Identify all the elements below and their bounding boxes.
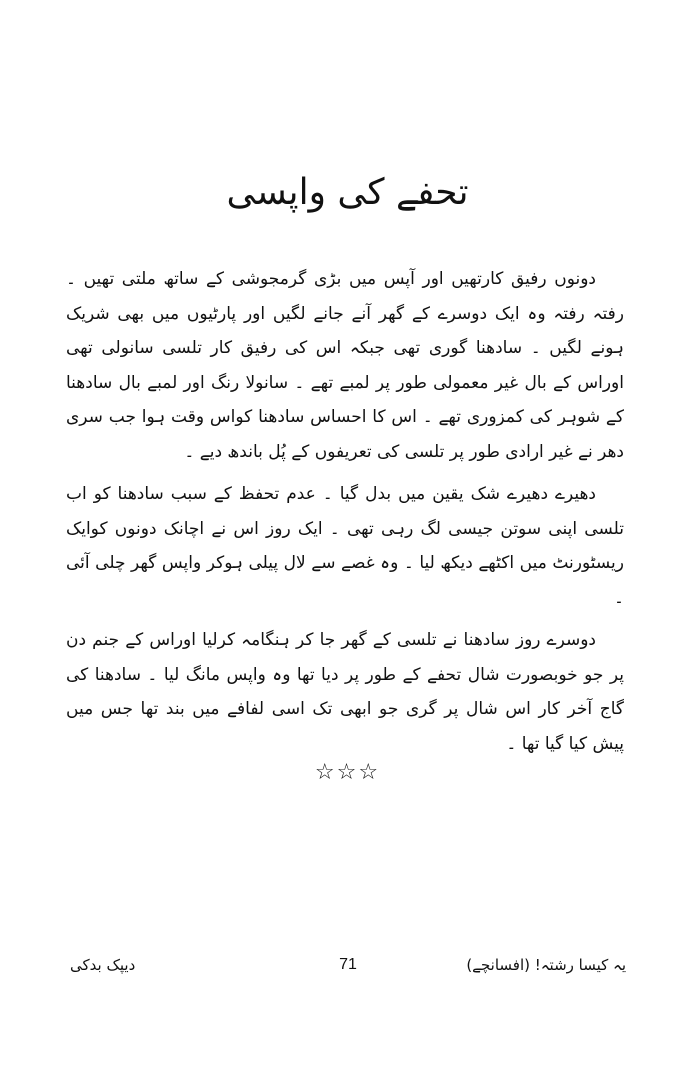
paragraph: دوسرے روز سادھنا نے تلسی کے گھر جا کر ہنگامہ کرلیا اوراس کے جنم دن پر جو خوبصورت شال تحفے کے طور پر دیا تھا وہ واپس مانگ لیا ۔ سادھنا کی گاج آخر کار اس شال پر گری جو ابھی تک اسی لفافے میں بند تھا جس میں پیش کیا گیا تھا ۔ bbox=[66, 630, 624, 754]
paragraph: دونوں رفیق کارتھیں اور آپس میں بڑی گرمجوشی کے ساتھ ملتی تھیں ۔ رفتہ رفتہ وہ ایک دوسرے کے گھر آنے جانے لگیں اور پارٹیوں میں بھی شریک ہونے لگیں ۔ سادھنا گوری تھی جبکہ اس کی رفیق کار تلسی سانولی تھی اوراس کے بال غیر معمولی طور پر لمبے تھے ۔ سانولا رنگ اور لمبے بال سادھنا کے شوہر کی کمزوری تھے ۔ اس کا احساس سادھنا کواس وقت ہوا جب سری دھر نے غیر ارادی طور پر تلسی کی تعریفوں کے پُل باندھ دیے ۔ bbox=[66, 269, 624, 462]
page-footer bbox=[70, 950, 626, 980]
section-break-stars: ☆☆☆ bbox=[314, 760, 381, 785]
story-body bbox=[66, 262, 624, 769]
footer-author: دیپک بدکی bbox=[70, 956, 136, 974]
page-number: 71 bbox=[339, 956, 357, 973]
page-title: تحفے کی واپسی bbox=[226, 172, 469, 213]
footer-book-title: یہ کیسا رشتہ! (افسانچے) bbox=[466, 956, 626, 974]
paragraph: دھیرے دھیرے شک یقین میں بدل گیا ۔ عدم تحفظ کے سبب سادھنا کو اب تلسی اپنی سوتن جیسی لگ رہی تھی ۔ ایک روز اس نے اچانک دونوں کوایک ریسٹورنٹ میں اکٹھے دیکھ لیا ۔ وہ غصے سے لال پیلی ہوکر واپس گھر چلی آئی ۔ bbox=[66, 484, 624, 608]
